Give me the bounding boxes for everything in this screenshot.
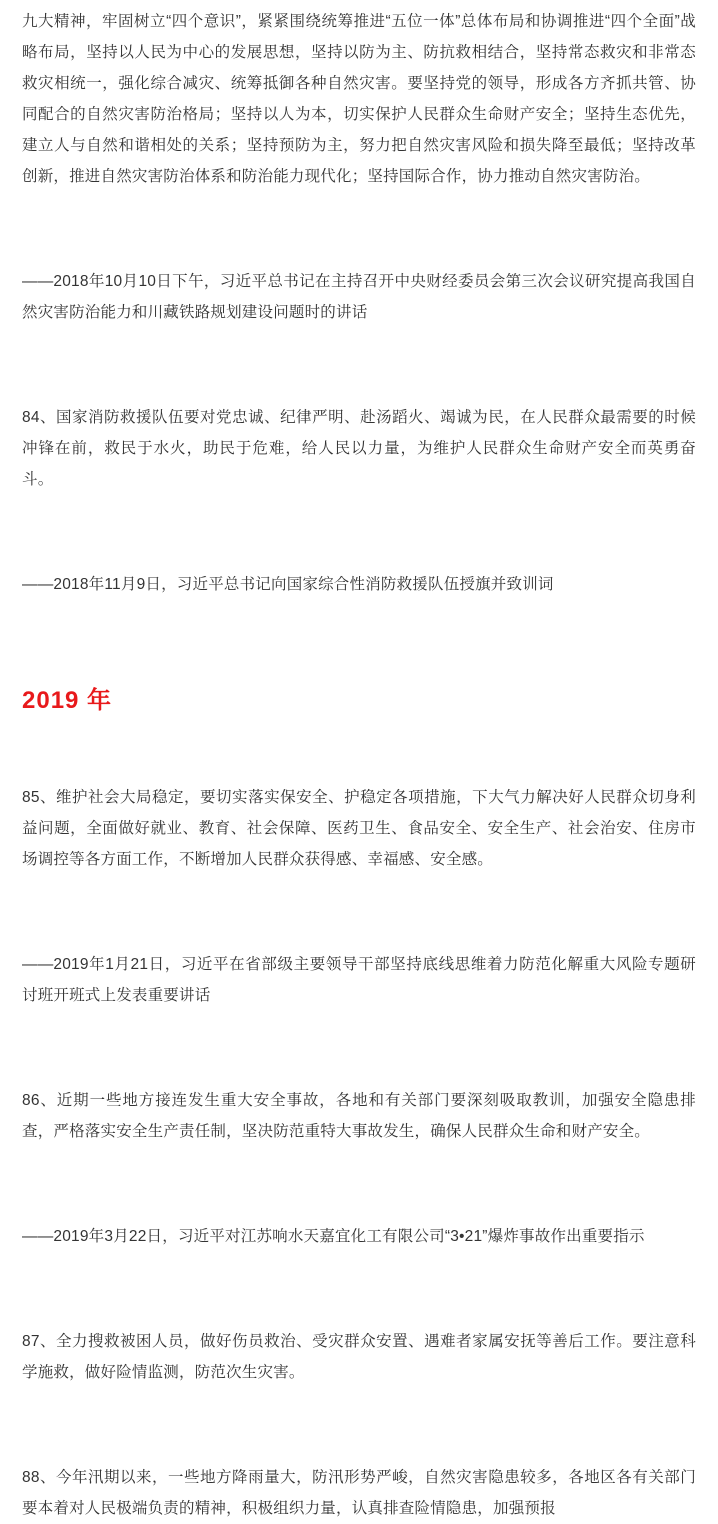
spacer-6	[22, 875, 696, 949]
paragraph-88: 88、今年汛期以来，一些地方降雨量大，防汛形势严峻，自然灾害隐患较多，各地区各有关部门要本着对人民极端负责的精神，积极组织力量，认真排查险情隐患，加强预报	[22, 1469, 696, 1517]
spacer-10	[22, 1388, 696, 1462]
paragraph-continued-83: 九大精神，牢固树立“四个意识”，紧紧围绕统筹推进“五位一体”总体布局和协调推进“四个全面”战略布局，坚持以人民为中心的发展思想，坚持以防为主、防抗救相结合，坚持常态救灾和非常态救灾相统一，强化综合减灾、统筹抵御各种自然灾害。要坚持党的领导，形成各方齐抓共管、协同配合的自然灾害防治格局；坚持以人为本，切实保护人民群众生命财产安全；坚持生态优先，建立人与自然和谐相处的关系；坚持预防为主，努力把自然灾害风险和损失降至最低；坚持改革创新，推进自然灾害防治体系和防治能力现代化；坚持国际合作，协力推动自然灾害防治。	[22, 13, 696, 185]
spacer-5	[22, 718, 696, 782]
paragraph-86: 86、近期一些地方接连发生重大安全事故，各地和有关部门要深刻吸取教训，加强安全隐患排查，严格落实安全生产责任制，坚决防范重特大事故发生，确保人民群众生命和财产安全。	[22, 1092, 696, 1140]
spacer-1	[22, 192, 696, 266]
source-note-83: ——2018年10月10日下午，习近平总书记在主持召开中央财经委员会第三次会议研究提高我国自然灾害防治能力和川藏铁路规划建设问题时的讲话	[22, 273, 696, 321]
paragraph-85: 85、维护社会大局稳定，要切实落实保安全、护稳定各项措施，下大气力解决好人民群众切身利益问题，全面做好就业、教育、社会保障、医药卫生、食品安全、安全生产、社会治安、住房市场调控等各方面工作，不断增加人民群众获得感、幸福感、安全感。	[22, 789, 696, 868]
spacer-8	[22, 1147, 696, 1221]
source-note-84: ——2018年11月9日，习近平总书记向国家综合性消防救援队伍授旗并致训词	[22, 576, 554, 593]
spacer-3	[22, 495, 696, 569]
spacer-2	[22, 328, 696, 402]
spacer-7	[22, 1011, 696, 1085]
paragraph-87: 87、全力搜救被困人员，做好伤员救治、受灾群众安置、遇难者家属安抚等善后工作。要注意科学施救，做好险情监测，防范次生灾害。	[22, 1333, 696, 1381]
source-note-86: ——2019年3月22日，习近平对江苏响水天嘉宜化工有限公司“3•21”爆炸事故作出重要指示	[22, 1228, 645, 1245]
spacer-4	[22, 600, 696, 684]
spacer-9	[22, 1252, 696, 1326]
year-heading-2019: 2019 年	[22, 687, 113, 714]
source-note-85: ——2019年1月21日，习近平在省部级主要领导干部坚持底线思维着力防范化解重大风险专题研讨班开班式上发表重要讲话	[22, 956, 696, 1004]
paragraph-84: 84、国家消防救援队伍要对党忠诚、纪律严明、赴汤蹈火、竭诚为民，在人民群众最需要的时候冲锋在前，救民于水火，助民于危难，给人民以力量，为维护人民群众生命财产安全而英勇奋斗。	[22, 409, 696, 488]
